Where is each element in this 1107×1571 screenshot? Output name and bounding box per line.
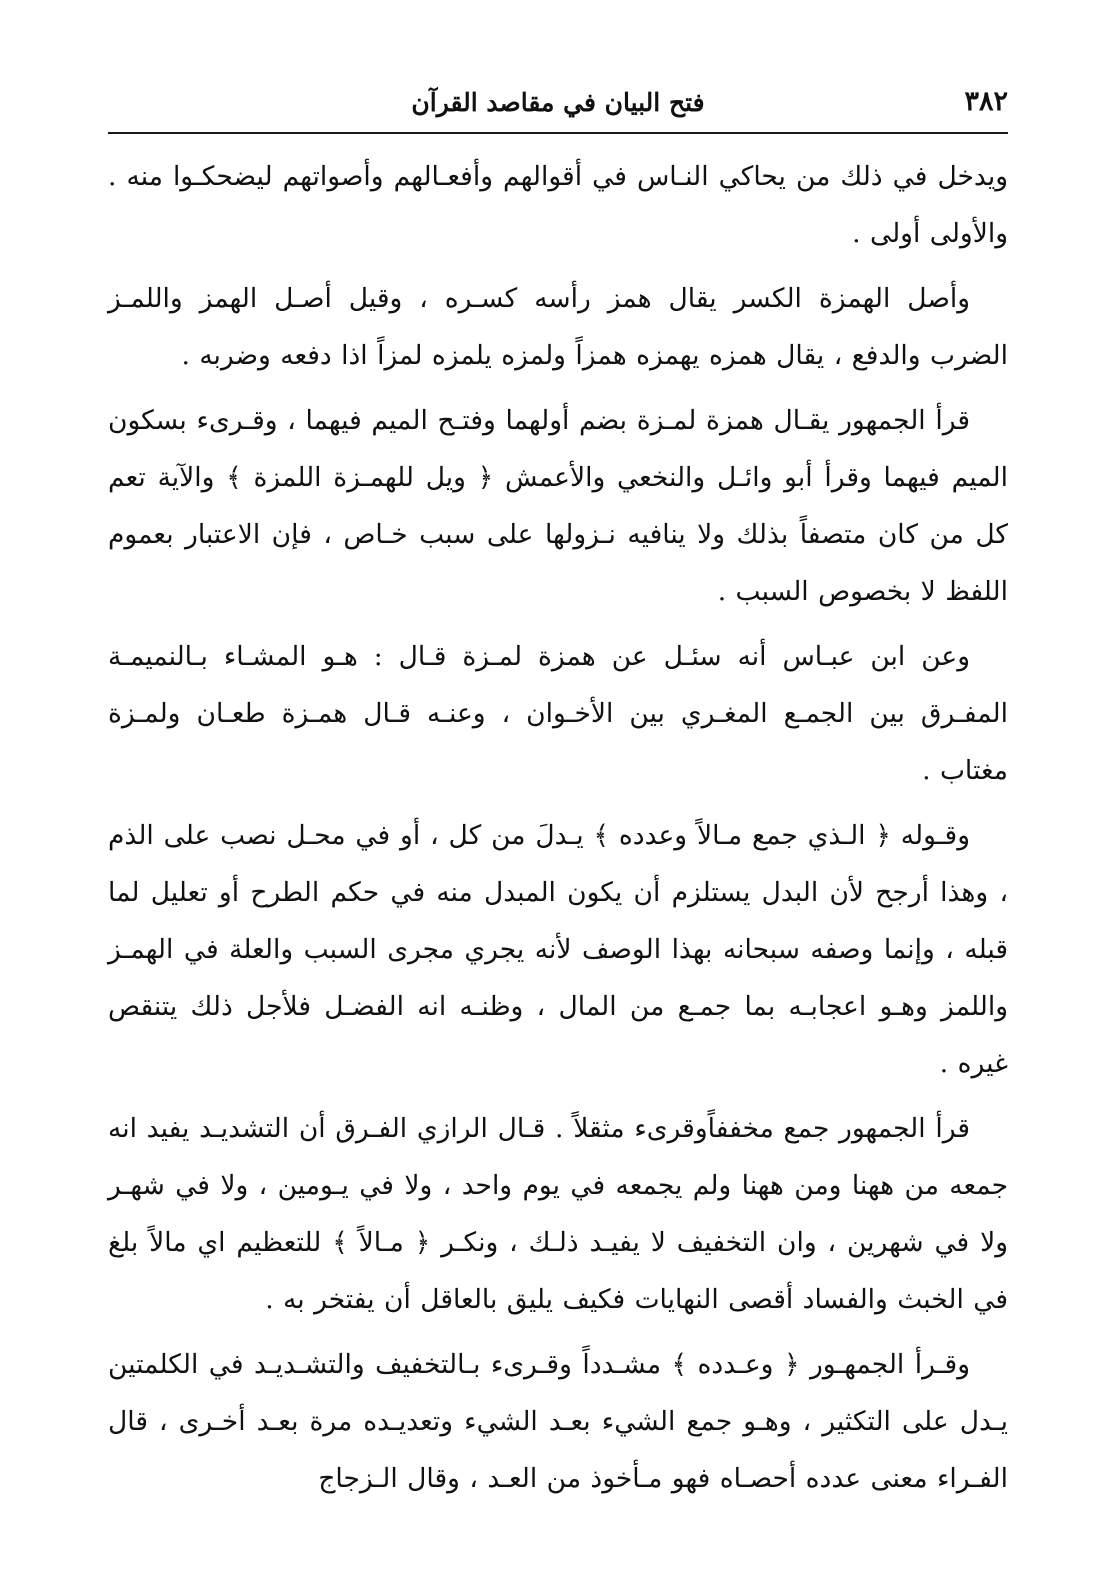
running-title: فتح البيان في مقاصد القرآن (411, 88, 705, 117)
page-number: ٣٨٢ (964, 86, 1008, 117)
page-header (108, 80, 1008, 134)
paragraph: وقـوله ﴿ الـذي جمع مـالاً وعدده ﴾ يـدلَ من كل ، أو في محـل نصب على الذم ، وهذا أرجح لأن البدل يستلزم أن يكون المبدل منه في حكم الطرح أو تعليل لما قبله ، وإنما وصفه سبحانه بهذا الوصف لأنه يجري مجرى السبب والعلة في الهمـز واللمز وهـو اعجابـه بما جمـع من المال ، وظنـه انه الفضـل فلأجل ذلك يتنقص غيره . (108, 820, 1008, 1079)
paragraph: قرأ الجمهور يقـال همزة لمـزة بضم أولهما وفتـح الميم فيهما ، وقـرىء بسكون الميم فيهما وقرأ أبو وائـل والنخعي والأعمش ﴿ ويل للهمـزة اللمزة ﴾ والآية تعم كل من كان متصفاً بذلك ولا ينافيه نـزولها على سبب خـاص ، فإن الاعتبار بعموم اللفظ لا بخصوص السبب . (108, 405, 1008, 607)
paragraph: قرأ الجمهور جمع مخففاًوقرىء مثقلاً . قـال الرازي الفـرق أن التشديـد يفيد انه جمعه من ههنا ومن ههنا ولم يجمعه في يوم واحد ، ولا في يـومين ، ولا في شهـر ولا في شهرين ، وان التخفيف لا يفيـد ذلـك ، ونكـر ﴿ مـالاً ﴾ للتعظيم اي مالاً بلغ في الخبث والفساد أقصى النهايات فكيف يليق بالعاقل أن يفتخر به . (108, 1113, 1008, 1315)
paragraph: وقـرأ الجمهـور ﴿ وعـدده ﴾ مشـدداً وقـرىء بـالتخفيف والتشـديـد في الكلمتين يـدل على التكثير ، وهـو جمع الشيء بعـد الشيء وتعديـده مرة بعـد أخـرى ، قال الفـراء معنى عدده أحصـاه فهو مـأخوذ من العـد ، وقال الـزجاج (108, 1349, 1008, 1494)
paragraph: ويدخل في ذلك من يحاكي النـاس في أقوالهم وأفعـالهم وأصواتهم ليضحكـوا منه . والأولى أولى . (108, 161, 1008, 249)
body-text (108, 148, 1008, 1507)
paragraph: وأصل الهمزة الكسر يقال همز رأسه كسـره ، وقيل أصـل الهمز واللمـز الضرب والدفع ، يقال همزه يهمزه همزاً ولمزه يلمزه لمزاً اذا دفعه وضربه . (108, 283, 1008, 371)
paragraph: وعن ابن عبـاس أنه سئـل عن همزة لمـزة قـال : هـو المشـاء بـالنميمـة المفـرق بين الجمـع المغـري بين الأخـوان ، وعنـه قـال همـزة طعـان ولمـزة مغتاب . (108, 641, 1008, 786)
document-page (108, 80, 1008, 1515)
